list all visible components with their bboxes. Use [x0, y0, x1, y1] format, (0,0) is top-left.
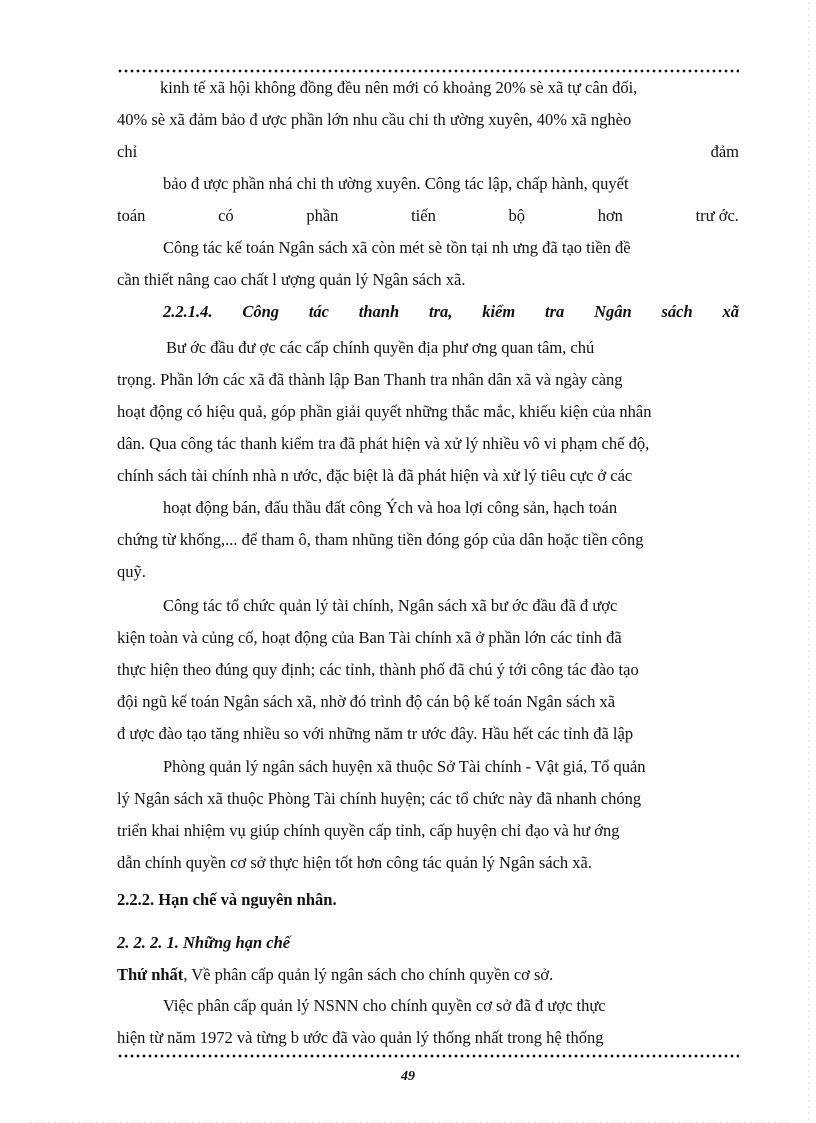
- word: tiến: [411, 206, 436, 225]
- text-line: kinh tế xã hội không đồng đều nên mới có khoảng 20% sè xã tự cân đối,: [160, 78, 638, 97]
- text-line: Công tác kế toán Ngân sách xã còn mét sè tồn tại nh ưng đã tạo tiền đề: [163, 238, 631, 257]
- word: hơn: [597, 206, 623, 225]
- word: tác: [308, 302, 329, 321]
- lead-sep: ,: [183, 965, 192, 984]
- word: tra: [545, 302, 565, 321]
- word: sách: [661, 302, 693, 321]
- page-number: 49: [401, 1069, 415, 1084]
- heading-2214: [163, 302, 739, 322]
- text-line: Việc phân cấp quản lý NSNN cho chính quyền cơ sở đã đ ược thực: [163, 996, 606, 1015]
- page-edge-right: [808, 0, 810, 1123]
- text-line: đội ngũ kế toán Ngân sách xã, nhờ đó trình độ cán bộ kế toán Ngân sách xã: [117, 692, 616, 711]
- text-line: chứng từ khống,... để tham ô, tham nhũng tiền đóng góp của dân hoặc tiền công: [117, 530, 644, 549]
- text-line: Công tác tổ chức quản lý tài chính, Ngân sách xã bư ớc đầu đã đ ược: [163, 596, 618, 615]
- heading-2221: 2. 2. 2. 1. Những hạn chế: [117, 933, 291, 952]
- spread-line-chi: [117, 142, 739, 162]
- spread-line-toan: [117, 206, 739, 226]
- word: kiểm: [482, 302, 516, 321]
- word: đảm: [710, 142, 739, 161]
- text-line: Bư ớc đầu đư ợc các cấp chính quyền địa phư ơng quan tâm, chú: [166, 338, 595, 357]
- text-line: hoạt động bán, đấu thầu đất công Ých và hoa lợi công sản, hạch toán: [163, 498, 618, 517]
- lead-in: Thứ nhất: [117, 965, 184, 984]
- text-line: bảo đ ược phần nhá chi th ường xuyên. Công tác lập, chấp hành, quyết: [163, 174, 629, 193]
- text-line: cần thiết nâng cao chất l ượng quản lý Ngân sách xã.: [117, 270, 466, 289]
- text-line: hoạt động có hiệu quả, góp phần giải quyết những thắc mắc, khiếu kiện của nhân: [117, 402, 652, 421]
- text-line: thực hiện theo đúng quy định; các tỉnh, thành phố đã chú ý tới công tác đào tạo: [117, 660, 639, 679]
- word: Ngân: [594, 302, 632, 321]
- text-line: đ ược đào tạo tăng nhiều so với những năm tr ước đây. Hầu hết các tỉnh đã lập: [117, 724, 634, 743]
- text-line: dẫn chính quyền cơ sở thực hiện tốt hơn công tác quản lý Ngân sách xã.: [117, 853, 592, 872]
- text-line: kiện toàn và củng cố, hoạt động của Ban Tài chính xã ở phần lớn các tỉnh đã: [117, 628, 622, 647]
- word: chỉ: [117, 142, 138, 161]
- text-line: triển khai nhiệm vụ giúp chính quyền cấp tỉnh, cấp huyện chỉ đạo và hư ớng: [117, 821, 620, 840]
- word: xã: [722, 302, 739, 321]
- text-line: Phòng quản lý ngân sách huyện xã thuộc Sở Tài chính - Vật giá, Tổ quản: [163, 757, 646, 776]
- bottom-dotted-rule: [117, 1054, 739, 1058]
- text-line: quỹ.: [117, 562, 146, 581]
- word: toán: [117, 206, 146, 225]
- word: tra,: [428, 302, 453, 321]
- word: thanh: [358, 302, 400, 321]
- word: có: [218, 206, 234, 225]
- word: 2.2.1.4.: [163, 302, 213, 321]
- word: Công: [242, 302, 279, 321]
- word: bộ: [508, 206, 526, 225]
- text-line: chính sách tài chính nhà n ước, đặc biệt là đã phát hiện và xử lý tiêu cực ở các: [117, 466, 633, 485]
- lead-text: Về phân cấp quản lý ngân sách cho chính quyền cơ sở.: [191, 965, 554, 984]
- heading-222: 2.2.2. Hạn chế và nguyên nhân.: [117, 890, 337, 909]
- text-line: lý Ngân sách xã thuộc Phòng Tài chính huyện; các tổ chức này đã nhanh chóng: [117, 789, 642, 808]
- first-point-line: [117, 965, 553, 985]
- text-line: hiện từ năm 1972 và từng b ước đã vào quản lý thống nhất trong hệ thống: [117, 1028, 604, 1047]
- text-line: dân. Qua công tác thanh kiểm tra đã phát hiện và xử lý nhiều vô vi phạm chế độ,: [117, 434, 650, 453]
- text-line: 40% sè xã đảm bảo đ ược phần lớn nhu cầu chi th ường xuyên, 40% xã nghèo: [117, 110, 632, 129]
- text-line: trọng. Phần lớn các xã đã thành lập Ban Thanh tra nhân dân xã và ngày càng: [117, 370, 623, 389]
- word: phần: [306, 206, 339, 225]
- word: trư ớc.: [695, 206, 739, 225]
- top-dotted-rule: [117, 69, 739, 73]
